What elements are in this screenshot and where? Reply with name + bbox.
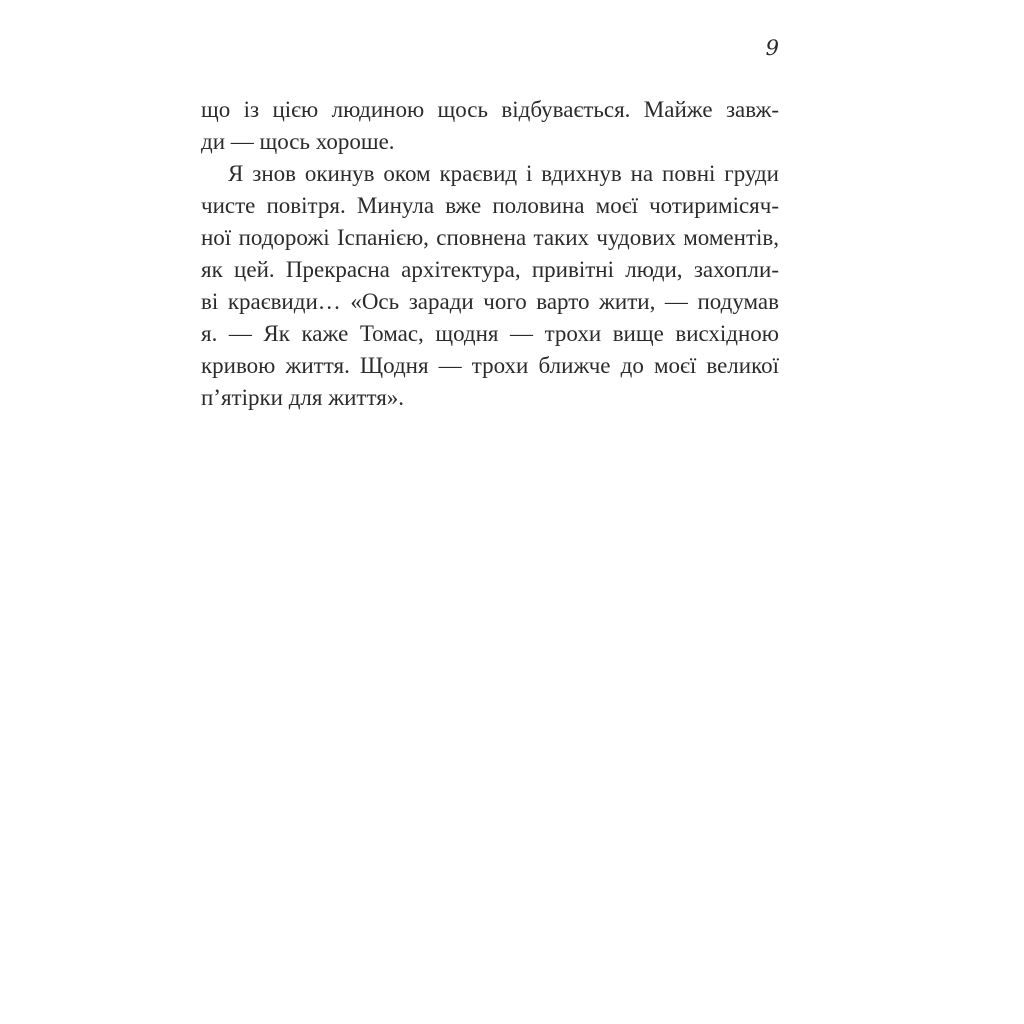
body-text: [201, 94, 779, 414]
text-line: як цей. Прекрасна архітектура, привітні люди, захопли-: [201, 257, 779, 282]
text-line: ди — щось хороше.: [201, 129, 395, 154]
text-line: я. — Як каже Томас, щодня — трохи вище висхідною: [201, 321, 779, 346]
text-line: що із цією людиною щось відбувається. Майже завж-: [201, 97, 779, 122]
paragraph-last-line: п’ятірки для життя».: [201, 385, 405, 410]
text-line: ної подорожі Іспанією, сповнена таких чудових моментів,: [201, 225, 779, 250]
paragraph-first-line: Я знов окинув оком краєвид і вдихнув на повні груди: [228, 161, 779, 186]
text-line: чисте повітря. Минула вже половина моєї чотиримісяч-: [201, 193, 779, 218]
text-line: ві краєвиди… «Ось заради чого варто жити, — подумав: [201, 289, 779, 314]
text-line: кривою життя. Щодня — трохи ближче до моєї великої: [201, 353, 779, 378]
page-number: 9: [765, 36, 779, 60]
